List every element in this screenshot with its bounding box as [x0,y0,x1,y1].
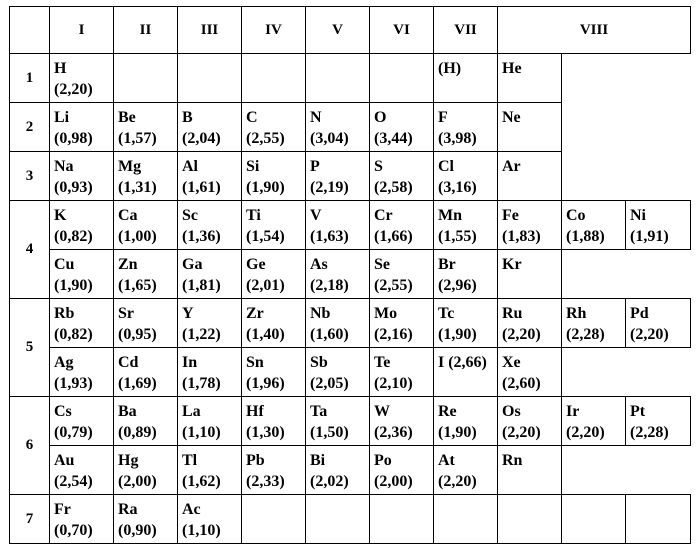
element-symbol: N [310,109,322,126]
element-symbol: Bi [310,452,326,469]
element-cell [113,298,178,348]
element-symbol: Rn [502,452,523,469]
element-symbol: Nb [310,305,331,322]
electronegativity-value: (1,40) [246,326,285,343]
electronegativity-value: (2,20) [502,424,541,441]
element-symbol: I (2,66) [438,354,487,371]
element-symbol: Zr [246,305,264,322]
electronegativity-value: (1,10) [182,522,221,539]
element-symbol: Pb [246,452,265,469]
electronegativity-value: (1,93) [54,375,93,392]
group-header: I [49,6,114,54]
element-cell [497,102,562,152]
corner-cell [9,6,50,54]
electronegativity-value: (2,20) [502,326,541,343]
element-cell [497,151,562,201]
element-symbol: Mn [438,207,462,224]
electronegativity-value: (1,90) [246,179,285,196]
electronegativity-value: (2,96) [438,277,477,294]
group-header: IV [241,6,306,54]
element-symbol: As [310,256,328,273]
group-header: V [305,6,370,54]
empty-cell [241,494,306,544]
element-cell [305,396,370,446]
electronegativity-value: (2,36) [374,424,413,441]
electronegativity-value: (2,20) [438,473,477,490]
element-cell [241,151,306,201]
electronegativity-value: (1,65) [118,277,157,294]
electronegativity-value: (2,33) [246,473,285,490]
electronegativity-value: (2,58) [374,179,413,196]
electronegativity-value: (2,20) [54,81,93,98]
element-symbol: K [54,207,67,224]
element-symbol: Cr [374,207,393,224]
element-cell [49,102,114,152]
element-cell [497,347,562,397]
element-symbol: La [182,403,201,420]
electronegativity-value: (2,54) [54,473,93,490]
element-symbol: Hg [118,452,139,469]
electronegativity-value: (2,28) [630,424,669,441]
electronegativity-value: (0,70) [54,522,93,539]
electronegativity-value: (2,19) [310,179,349,196]
electronegativity-value: (1,62) [182,473,221,490]
element-symbol: Rb [54,305,75,322]
element-symbol: Al [182,158,198,175]
electronegativity-value: (2,20) [630,326,669,343]
element-cell [113,445,178,495]
element-cell [433,396,498,446]
element-cell [433,347,498,397]
element-symbol: Au [54,452,75,469]
empty-cell [305,53,370,103]
electronegativity-value: (2,20) [566,424,605,441]
element-symbol: Hf [246,403,264,420]
element-symbol: Ti [246,207,261,224]
element-cell [305,445,370,495]
element-cell [177,494,242,544]
element-cell [561,298,626,348]
electronegativity-value: (0,82) [54,326,93,343]
element-cell [305,200,370,250]
element-symbol: Tl [182,452,198,469]
element-symbol: Ne [502,109,521,126]
element-cell [113,347,178,397]
element-cell [369,347,434,397]
electronegativity-value: (0,95) [118,326,157,343]
element-symbol: Ba [118,403,137,420]
element-cell [433,298,498,348]
electronegativity-value: (0,79) [54,424,93,441]
electronegativity-value: (1,63) [310,228,349,245]
electronegativity-value: (2,10) [374,375,413,392]
element-cell [561,200,626,250]
element-cell [241,102,306,152]
element-symbol: C [246,109,258,126]
element-cell [497,53,562,103]
element-symbol: (H) [438,60,462,77]
element-symbol: Cd [118,354,139,371]
element-symbol: Mg [118,158,142,175]
element-symbol: Tc [438,305,455,322]
electronegativity-value: (1,88) [566,228,605,245]
electronegativity-value: (0,93) [54,179,93,196]
element-cell [113,102,178,152]
element-symbol: Zn [118,256,138,273]
empty-cell [433,494,498,544]
element-symbol: Sn [246,354,264,371]
electronegativity-value: (0,98) [54,130,93,147]
electronegativity-value: (0,89) [118,424,157,441]
element-symbol: Ac [182,501,201,518]
empty-cell [497,494,562,544]
electronegativity-value: (3,04) [310,130,349,147]
element-symbol: Ru [502,305,523,322]
electronegativity-value: (2,04) [182,130,221,147]
element-symbol: Ar [502,158,521,175]
empty-cell [113,53,178,103]
electronegativity-value: (3,44) [374,130,413,147]
element-cell [305,151,370,201]
element-symbol: P [310,158,320,175]
electronegativity-value: (1,31) [118,179,157,196]
element-cell [369,102,434,152]
element-symbol: Cs [54,403,72,420]
element-cell [113,494,178,544]
element-symbol: Ca [118,207,138,224]
element-symbol: Co [566,207,586,224]
element-cell [49,298,114,348]
element-cell [177,200,242,250]
electronegativity-value: (2,02) [310,473,349,490]
element-cell [497,200,562,250]
group-header: VII [433,6,498,54]
element-cell [49,151,114,201]
electronegativity-value: (1,78) [182,375,221,392]
element-cell [497,298,562,348]
electronegativity-value: (1,22) [182,326,221,343]
period-label: 2 [9,102,50,152]
element-symbol: Y [182,305,194,322]
element-cell [433,151,498,201]
electronegativity-value: (1,00) [118,228,157,245]
element-cell [497,396,562,446]
element-symbol: Ge [246,256,266,273]
electronegativity-value: (1,96) [246,375,285,392]
element-cell [433,53,498,103]
element-cell [177,249,242,299]
element-symbol: Re [438,403,457,420]
element-cell [113,200,178,250]
element-cell [433,249,498,299]
element-symbol: Ta [310,403,328,420]
element-cell [177,151,242,201]
electronegativity-value: (1,90) [438,424,477,441]
element-symbol: Li [54,109,70,126]
electronegativity-value: (1,36) [182,228,221,245]
element-cell [625,396,691,446]
electronegativity-value: (1,61) [182,179,221,196]
electronegativity-value: (1,10) [182,424,221,441]
element-symbol: Se [374,256,390,273]
element-symbol: Ga [182,256,203,273]
element-cell [113,249,178,299]
empty-cell [241,53,306,103]
element-cell [241,298,306,348]
electronegativity-value: (2,16) [374,326,413,343]
element-symbol: Br [438,256,456,273]
element-symbol: Po [374,452,392,469]
element-cell [369,445,434,495]
electronegativity-value: (1,54) [246,228,285,245]
group-header: III [177,6,242,54]
element-symbol: V [310,207,322,224]
element-symbol: Si [246,158,260,175]
element-symbol: Pt [630,403,646,420]
electronegativity-value: (2,18) [310,277,349,294]
element-cell [369,151,434,201]
empty-cell [369,494,434,544]
element-symbol: Ni [630,207,646,224]
electronegativity-value: (2,05) [310,375,349,392]
electronegativity-value: (2,55) [374,277,413,294]
element-symbol: Na [54,158,74,175]
element-symbol: Ra [118,501,138,518]
empty-cell [177,53,242,103]
electronegativity-value: (2,00) [374,473,413,490]
electronegativity-value: (2,28) [566,326,605,343]
electronegativity-value: (1,60) [310,326,349,343]
element-cell [241,200,306,250]
period-label: 1 [9,53,50,103]
element-cell [369,249,434,299]
element-symbol: Os [502,403,521,420]
element-cell [49,396,114,446]
element-cell [49,445,114,495]
period-label: 7 [9,494,50,544]
period-label: 4 [9,200,50,299]
electronegativity-value: (1,90) [54,277,93,294]
electronegativity-value: (1,66) [374,228,413,245]
electronegativity-value: (2,01) [246,277,285,294]
element-symbol: Mo [374,305,398,322]
element-symbol: Rh [566,305,587,322]
element-cell [497,249,562,299]
electronegativity-value: (0,82) [54,228,93,245]
electronegativity-value: (1,69) [118,375,157,392]
element-cell [433,200,498,250]
element-cell [241,249,306,299]
electronegativity-value: (1,30) [246,424,285,441]
electronegativity-value: (2,55) [246,130,285,147]
element-cell [305,102,370,152]
element-symbol: Be [118,109,136,126]
empty-cell [305,494,370,544]
element-symbol: B [182,109,193,126]
element-symbol: Sr [118,305,134,322]
element-cell [49,494,114,544]
element-cell [241,445,306,495]
element-cell [305,249,370,299]
element-symbol: Fe [502,207,519,224]
element-symbol: Te [374,354,391,371]
period-label: 3 [9,151,50,201]
element-symbol: Cl [438,158,454,175]
element-symbol: F [438,109,448,126]
electronegativity-value: (3,16) [438,179,477,196]
element-cell [177,102,242,152]
electronegativity-value: (1,83) [502,228,541,245]
empty-cell [625,494,691,544]
period-label: 5 [9,298,50,397]
element-symbol: Kr [502,256,522,273]
element-cell [369,396,434,446]
electronegativity-value: (1,91) [630,228,669,245]
period-label: 6 [9,396,50,495]
element-cell [305,298,370,348]
element-cell [241,396,306,446]
element-cell [625,200,691,250]
electronegativity-value: (2,00) [118,473,157,490]
element-cell [177,396,242,446]
element-symbol: Cu [54,256,75,273]
element-cell [561,396,626,446]
electronegativity-value: (1,90) [438,326,477,343]
element-cell [369,298,434,348]
element-cell [433,102,498,152]
element-symbol: W [374,403,390,420]
element-cell [369,200,434,250]
electronegativity-value: (1,50) [310,424,349,441]
element-symbol: O [374,109,387,126]
element-cell [49,249,114,299]
element-symbol: H [54,60,67,77]
element-cell [497,445,562,495]
empty-cell [561,494,626,544]
element-symbol: In [182,354,198,371]
element-cell [177,445,242,495]
element-symbol: He [502,60,522,77]
electronegativity-value: (1,81) [182,277,221,294]
element-symbol: Xe [502,354,521,371]
element-cell [177,347,242,397]
element-cell [113,151,178,201]
group-header: VI [369,6,434,54]
group-header: VIII [497,6,691,54]
electronegativity-value: (1,57) [118,130,157,147]
element-cell [177,298,242,348]
element-cell [49,347,114,397]
group-header: II [113,6,178,54]
element-symbol: Ag [54,354,74,371]
element-symbol: Pd [630,305,649,322]
element-symbol: Ir [566,403,580,420]
element-cell [625,298,691,348]
element-symbol: S [374,158,383,175]
electronegativity-value: (2,60) [502,375,541,392]
electronegativity-value: (0,90) [118,522,157,539]
element-cell [433,445,498,495]
element-symbol: At [438,452,455,469]
element-cell [49,200,114,250]
element-symbol: Sc [182,207,198,224]
element-cell [113,396,178,446]
element-symbol: Sb [310,354,328,371]
empty-cell [369,53,434,103]
element-cell [305,347,370,397]
electronegativity-value: (3,98) [438,130,477,147]
electronegativity-value: (1,55) [438,228,477,245]
element-cell [49,53,114,103]
element-cell [241,347,306,397]
element-symbol: Fr [54,501,71,518]
